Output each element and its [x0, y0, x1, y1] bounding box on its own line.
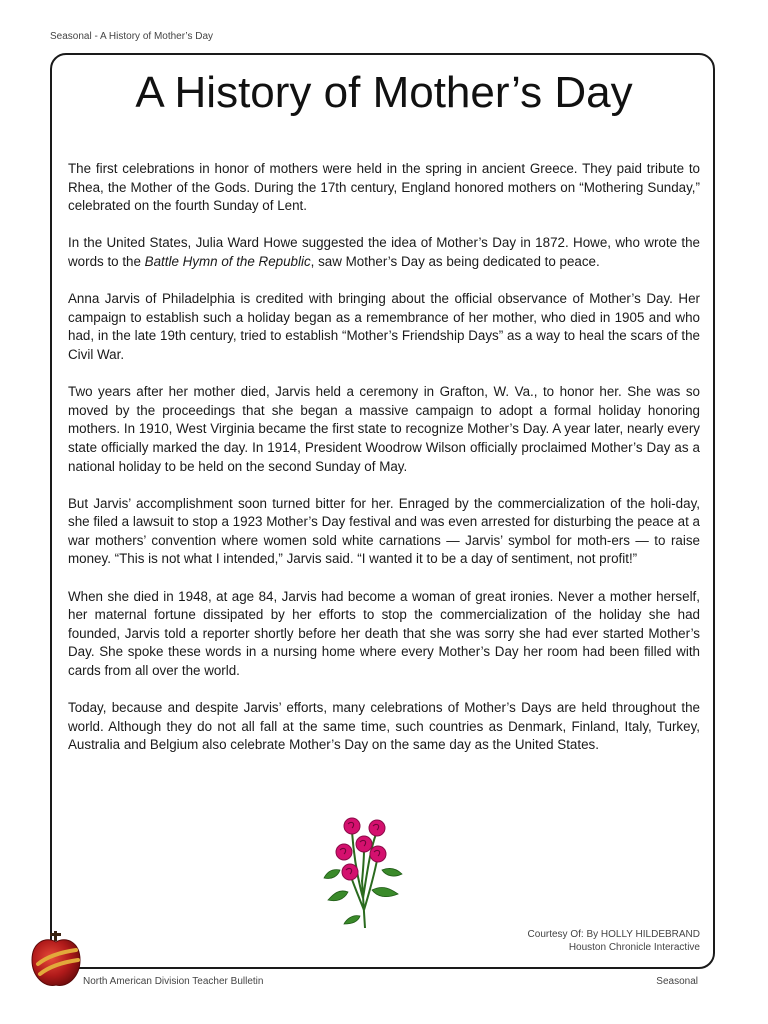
paragraph: Anna Jarvis of Philadelphia is credited with bringing about the official observance of Mother’s Day. Her campaign to establish such a holiday began as a remembrance of her mother, who died in 1905 and who had, in the late 19th century, tried to establish “Mother’s Friendship Days” as a way to heal the scars of the Civil War. [68, 291, 700, 362]
page-title: A History of Mother’s Day [135, 68, 633, 117]
song-title: Battle Hymn of the Republic [144, 253, 311, 269]
paragraph: The first celebrations in honor of mothers were held in the spring in ancient Greece. They paid tribute to Rhea, the Mother of the Gods. During the 17th century, England honored mothers on “Mothering Sunday,” celebrated on the fourth Sunday of Lent. [68, 161, 700, 214]
credit-block [528, 928, 700, 954]
article-body [68, 160, 700, 774]
paragraph-text: In the United States, Julia Ward Howe suggested the idea of Mother’s Day in 1872. Howe, who wrote the words to the [68, 235, 700, 269]
paragraph-text: , saw Mother’s Day as being dedicated to peace. [310, 253, 600, 269]
credit-source: Houston Chronicle Interactive [568, 942, 700, 953]
paragraph: Today, because and despite Jarvis’ efforts, many celebrations of Mother’s Days are held throughout the world. Although they do not all fall at the same time, such countries as Denmark, Finland, Italy, Turkey, Australia and Belgium also celebrate Mother’s Day on the same day as the United States. [68, 700, 700, 753]
credit-author: Courtesy Of: By HOLLY HILDEBRAND [527, 929, 700, 940]
footer-publication: North American Division Teacher Bulletin [83, 976, 264, 987]
footer-section: Seasonal [656, 976, 698, 987]
paragraph: When she died in 1948, at age 84, Jarvis had become a woman of great ironies. Never a mother herself, her maternal fortune dissipated by her efforts to stop the commercialization of the holiday she had founded, Jarvis told a reporter shortly before her death that she was sorry she had ever started Mother’s Day. She spoke these words in a nursing home where every Mother’s Day her room had been filled with cards from all over the world. [68, 588, 700, 679]
apple-logo-icon [30, 928, 82, 995]
page-header: Seasonal - A History of Mother’s Day [50, 31, 214, 42]
paragraph [68, 234, 700, 271]
rose-bouquet-icon [320, 810, 410, 940]
paragraph: But Jarvis’ accomplishment soon turned bitter for her. Enraged by the commercialization of the holi-day, she filed a lawsuit to stop a 1923 Mother’s Day festival and was even arrested for disturbing the peace at a war mothers’ convention where women sold white carnations — Jarvis’ symbol for moth-ers — to raise money. “This is not what I intended,” Jarvis said. “I wanted it to be a day of sentiment, not profit!” [68, 495, 700, 567]
paragraph: Two years after her mother died, Jarvis held a ceremony in Grafton, W. Va., to honor her. She was so moved by the proceedings that she began a massive campaign to adopt a formal holiday honoring mothers. In 1910, West Virginia became the first state to recognize Mother’s Day. A year later, nearly every state officially marked the day. In 1914, President Woodrow Wilson officially proclaimed Mother’s Day as a national holiday to be held on the second Sunday of May. [68, 384, 700, 474]
